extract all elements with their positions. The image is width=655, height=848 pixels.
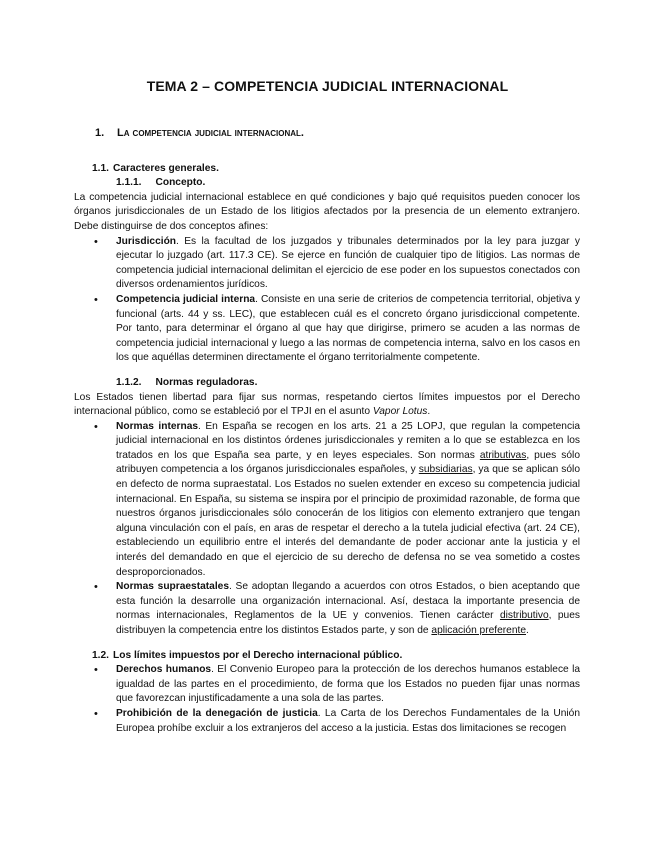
subsubsection-title: Normas reguladoras. xyxy=(155,376,258,388)
subsection-heading-1-1 xyxy=(92,162,580,177)
page-title: TEMA 2 – COMPETENCIA JUDICIAL INTERNACIONAL xyxy=(146,78,509,94)
subsubsection-title: Concepto. xyxy=(155,177,206,189)
paragraph-normas xyxy=(74,391,580,420)
subsubsection-heading-1-1-2 xyxy=(116,376,580,391)
list-item xyxy=(74,663,580,707)
subsection-title: Los límites impuestos por el Derecho internacional público. xyxy=(113,649,403,661)
subsection-number: 1.1. xyxy=(92,162,109,174)
bullet-text: . La Carta de los Derechos Fundamentales de la Unión Europea prohíbe excluir a los extranjeros del acceso a la justicia. Estas dos limitaciones se recogen xyxy=(116,707,580,734)
section-heading xyxy=(95,126,580,141)
list-item xyxy=(74,235,580,293)
text-run: , pues sólo atribuyen competencia a los órganos jurisdiccionales españoles, y xyxy=(116,449,580,476)
bullet-term: Normas supraestatales xyxy=(116,581,229,593)
bullet-list-limites xyxy=(74,663,580,736)
underlined-term: atributivas xyxy=(479,449,527,461)
subsubsection-number: 1.1.2. xyxy=(116,376,142,388)
list-item xyxy=(74,707,580,736)
document-body xyxy=(74,126,580,736)
list-item xyxy=(74,293,580,366)
text-run: . Se adoptan llegando a acuerdos con otros Estados, o bien aceptando que esta función la desarrolle una organización internacional. Así, destaca la importante presencia de normas internacionales, Reglamentos de la UE y convenios. Tienen carácter xyxy=(116,581,580,622)
bullet-term: Prohibición de la denegación de justicia xyxy=(116,707,318,719)
text-run: , ya que se aplican sólo en defecto de norma supraestatal. Los Estados no suelen extender en exceso su competencia judicial internacional. En España, su sistema se inspira por el principio de proximidad razonable, de forma que nuestros órganos jurisdiccionales sólo conocerán de los litigios con elemento extranjero que tengan alguna vinculación con el país, en aras de respetar el derecho a la tutela judicial efectiva (art. 24 CE), estableciendo un equilibrio entre el interés del demandante de poder accionar ante la justicia y el interés del demandado en que el ejercicio de su derecho de defensa no se vea sometido a costes desproporcionados. xyxy=(116,464,580,578)
subsection-heading-1-2 xyxy=(92,649,580,664)
subsection-title: Caracteres generales. xyxy=(113,162,219,174)
list-item xyxy=(74,580,580,638)
subsection-number: 1.2. xyxy=(92,649,109,661)
underlined-term: distributivo xyxy=(499,610,549,622)
text-run: , pues distribuyen la competencia entre los distintos Estados parte, y son de xyxy=(116,610,580,636)
text-run: . En España se recogen en los arts. 21 a 25 LOPJ, que regulan la competencia judicial internacional en los distintos órdenes jurisdiccionales y remiten a lo que se establezca en los tratados en los que España sea parte, y en leyes especiales. Son normas xyxy=(116,420,580,461)
underlined-term: subsidiarias xyxy=(418,464,473,476)
bullet-list-normas xyxy=(74,420,580,639)
bullet-term: Derechos humanos xyxy=(116,664,212,676)
bullet-text: . El Convenio Europeo para la protección de los derechos humanos establece la igualdad de las partes en el procedimiento, de forma que los Estados no pueden fijar unas normas que favorezcan injustificadamente a una sola de las partes. xyxy=(116,664,581,705)
bullet-term: Jurisdicción xyxy=(116,235,177,247)
underlined-term: aplicación preferente xyxy=(431,625,526,636)
list-item xyxy=(74,420,580,581)
subsubsection-number: 1.1.1. xyxy=(116,177,142,189)
text-run: . xyxy=(427,406,431,418)
bullet-text: . Consiste en una serie de criterios de competencia territorial, objetiva y funcional (arts. 44 y ss. LEC), que establecen cuál es el concreto órgano jurisdiccional competente. Por tanto, para determinar el órgano al que hay que dirigirse, primero se acuden a las normas de competencia judicial internacional y luego a las normas de competencia interna, salvo en los casos en los que aquéllas determinen directamente el órgano territorialmente competente. xyxy=(116,293,580,364)
text-run: . xyxy=(526,625,529,636)
bullet-list-concepto xyxy=(74,235,580,366)
subsubsection-heading-1-1-1 xyxy=(116,176,580,191)
paragraph-concepto: La competencia judicial internacional establece en qué condiciones y bajo qué requisitos pueden conocer los órganos jurisdiccionales de un Estado de los litigios afectados por la presencia de un elemento extranjero. Debe distinguirse de dos conceptos afines: xyxy=(74,191,580,232)
text-run: Los Estados tienen libertad para fijar sus normas, respetando ciertos límites impuestos por el Derecho internacional público, como se estableció por el TPJI en el asunto xyxy=(74,391,580,418)
bullet-text: . Es la facultad de los juzgados y tribunales determinados por la ley para juzgar y ejecutar lo juzgado (art. 117.3 CE). Se ejerce en función de cualquier tipo de litigios. Las normas de competencia judicial internacional delimitan el ejercicio de ese poder en los supuestos conectados con diversos ordenamientos jurídicos. xyxy=(116,235,580,291)
section-title: La competencia judicial internacional. xyxy=(117,127,304,139)
bullet-term: Normas internas xyxy=(116,420,199,432)
section-number: 1. xyxy=(95,127,105,139)
case-name: Vapor Lotus xyxy=(372,406,428,418)
bullet-term: Competencia judicial interna xyxy=(116,293,256,305)
